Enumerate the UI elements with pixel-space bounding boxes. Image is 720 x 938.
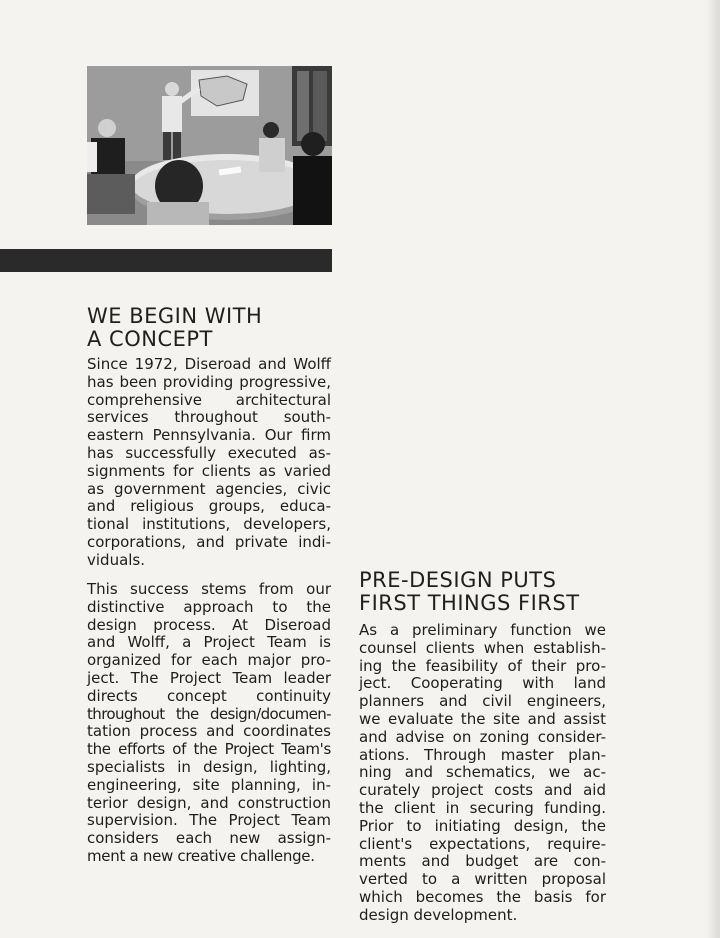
- heading-line: A CONCEPT: [87, 327, 213, 351]
- text-line: ning and schematics, we ac-: [359, 763, 606, 782]
- text-line: ment a new creative challenge.: [87, 846, 315, 865]
- text-line: considers each new assign-: [87, 829, 331, 848]
- text-line: and Wolff, a Project Team is: [87, 633, 331, 652]
- text-line: client's expectations, require-: [359, 834, 606, 853]
- text-line: and religious groups, educa-: [87, 497, 331, 516]
- text-line: throughout the design/documen-: [87, 704, 331, 723]
- text-line: services throughout south-: [87, 408, 331, 427]
- text-line: directs concept continuity: [87, 686, 331, 705]
- text-line: as government agencies, civic: [87, 479, 331, 498]
- text-line: supervision. The Project Team: [87, 811, 331, 830]
- text-line: ations. Through master plan-: [359, 745, 606, 764]
- meeting-photo-illustration: [87, 66, 332, 225]
- text-line: viduals.: [87, 550, 146, 569]
- text-line: we evaluate the site and assist: [359, 709, 606, 728]
- text-line: Prior to initiating design, the: [359, 816, 606, 835]
- text-line: As a preliminary function we: [359, 621, 606, 639]
- text-line: ject. Cooperating with land: [359, 674, 606, 693]
- text-line: tional institutions, developers,: [87, 515, 331, 534]
- heading-line: PRE-DESIGN PUTS: [359, 568, 557, 592]
- text-line: tation process and coordinates: [87, 722, 331, 741]
- text-line: planners and civil engineers,: [359, 692, 606, 711]
- text-line: ject. The Project Team leader: [87, 668, 331, 687]
- text-line: the client in securing funding.: [359, 798, 606, 817]
- text-line: corporations, and private indi-: [87, 532, 331, 551]
- text-line: curately project costs and aid: [359, 781, 606, 800]
- concept-paragraph-2: [87, 581, 331, 866]
- text-line: organized for each major pro-: [87, 651, 331, 670]
- heading-line: WE BEGIN WITH: [87, 304, 263, 328]
- text-line: signments for clients as varied: [87, 461, 331, 480]
- section-heading-pre-design: [359, 569, 580, 615]
- pre-design-paragraph: [359, 622, 606, 925]
- text-line: eastern Pennsylvania. Our firm: [87, 426, 331, 445]
- text-line: verted to a written proposal: [359, 870, 606, 889]
- text-line: counsel clients when establish-: [359, 638, 606, 657]
- text-line: engineering, site planning, in-: [87, 775, 331, 794]
- text-line: This success stems from our: [87, 580, 331, 598]
- text-line: has successfully executed as-: [87, 443, 331, 462]
- text-line: specialists in design, lighting,: [87, 757, 331, 776]
- text-line: and advise on zoning consider-: [359, 727, 606, 746]
- text-line: design development.: [359, 905, 518, 924]
- text-line: ing the feasibility of their pro-: [359, 656, 606, 675]
- text-line: the efforts of the Project Team's: [87, 740, 331, 759]
- text-line: has been providing progressive,: [87, 372, 331, 391]
- text-line: ments and budget are con-: [359, 852, 606, 871]
- heading-line: FIRST THINGS FIRST: [359, 591, 580, 615]
- concept-paragraph-1: [87, 356, 331, 570]
- text-line: design process. At Diseroad: [87, 615, 331, 634]
- decorative-black-bar: [0, 249, 332, 272]
- text-line: terior design, and construction: [87, 793, 331, 812]
- text-line: distinctive approach to the: [87, 597, 331, 616]
- text-line: which becomes the basis for: [359, 887, 606, 906]
- section-heading-concept: [87, 305, 262, 351]
- page-edge-shadow: [706, 0, 720, 938]
- text-line: comprehensive architectural: [87, 390, 331, 409]
- meeting-photo: [87, 66, 332, 225]
- text-line: Since 1972, Diseroad and Wolff: [87, 355, 331, 373]
